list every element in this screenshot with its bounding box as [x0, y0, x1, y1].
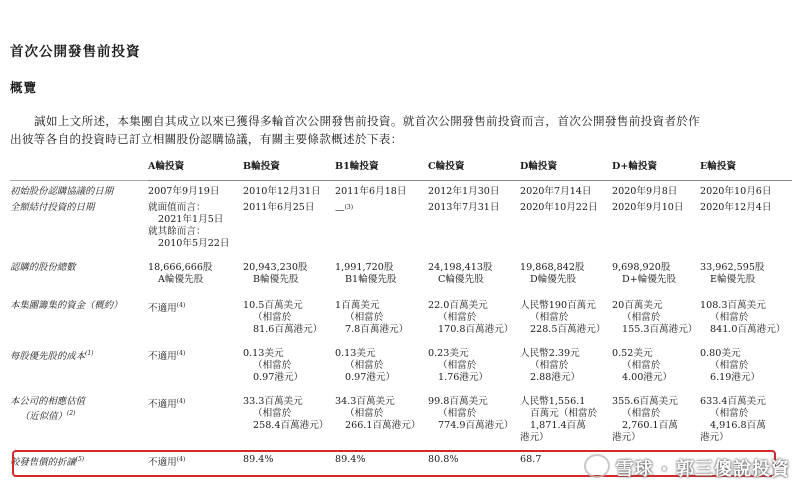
cell-line: 0.80美元: [700, 348, 741, 359]
cell-line: 人民幣190百萬元: [520, 300, 596, 311]
table-cell: 2020年10月22日: [520, 202, 598, 213]
cell-line: 1百萬美元: [335, 300, 380, 311]
cell-line: 20,943,230股: [243, 262, 308, 273]
cell-line: （相當於: [253, 408, 292, 419]
cell-line: 0.97港元）: [345, 372, 396, 383]
cell-line: 633.4百萬美元: [700, 396, 766, 407]
cell-dash: —: [335, 205, 345, 217]
cell-line: 人民幣2.39元: [520, 348, 580, 359]
cell-line: 就面值而言：: [148, 202, 206, 213]
footnote-ref: (4): [176, 302, 186, 309]
table-header-row: [10, 158, 792, 181]
table-cell: [148, 346, 243, 394]
table-cell: [335, 346, 428, 394]
watermark: 雪球 · 郭三傻說投資: [615, 459, 790, 480]
table-cell: [700, 346, 792, 394]
na-text: 不適用: [148, 303, 177, 315]
table-cell: [335, 394, 428, 448]
row-label: 本集團籌集的資金（概約）: [10, 300, 123, 311]
column-header: E輪投資: [700, 158, 792, 181]
cell-line: 4.00港元）: [622, 372, 673, 383]
na-text: 不適用: [148, 399, 177, 411]
table-cell: 2013年7月31日: [428, 202, 500, 213]
cell-line: 258.4百萬港元）: [253, 420, 329, 431]
table-cell: [612, 260, 700, 298]
cell-line: （相當於: [438, 312, 477, 323]
cell-line: （相當於: [622, 312, 661, 323]
cell-line: （相當於: [710, 312, 749, 323]
table-cell: 2011年6月25日: [243, 202, 315, 213]
column-header: C輪投資: [428, 158, 520, 181]
cell-line: 22.0百萬美元: [428, 300, 488, 311]
cell-line: C輪優先股: [438, 274, 484, 285]
table-cell: [243, 298, 335, 346]
table-row: [10, 298, 792, 346]
table-cell: [335, 200, 428, 260]
cell-line: D+輪優先股: [622, 274, 677, 285]
cell-line: 108.3百萬美元: [700, 300, 766, 311]
row-label: 全額結付投資的日期: [10, 202, 95, 213]
table-cell: 2020年9月8日: [612, 181, 700, 201]
cell-line: （相當於: [710, 360, 749, 371]
cell-line: 33.3百萬美元: [243, 396, 303, 407]
table-cell: 2020年7月14日: [520, 181, 612, 201]
row-label: [10, 346, 148, 394]
table-cell: [612, 298, 700, 346]
column-header: B1輪投資: [335, 158, 428, 181]
cell-line: 4,916.8百萬: [710, 420, 766, 431]
cell-line: 港元）: [700, 432, 729, 443]
cell-line: E輪優先股: [710, 274, 756, 285]
cell-line: （相當於: [622, 360, 661, 371]
table-cell: 2020年9月10日: [612, 202, 684, 213]
row-label: [10, 394, 148, 448]
row-label-text: （近似值）: [20, 411, 67, 423]
cell-line: 228.5百萬港元）: [530, 324, 606, 335]
table-cell: [335, 298, 428, 346]
cell-line: （相當於: [710, 408, 749, 419]
row-label-text: 每股優先股的成本: [10, 351, 86, 363]
table-cell: [148, 200, 243, 260]
table-cell: [700, 260, 792, 298]
table-cell: [428, 346, 520, 394]
column-header: B輪投資: [243, 158, 335, 181]
footnote-ref: (3): [344, 204, 354, 211]
cell-line: 10.5百萬美元: [243, 300, 303, 311]
row-label-text: 較發售價的折讓: [10, 457, 76, 469]
cell-line: 0.52美元: [612, 348, 653, 359]
cell-line: 841.0百萬港元）: [710, 324, 786, 335]
table-cell: [520, 298, 612, 346]
intro-line-2: 出彼等各自的投資時已訂立相關股份認購協議，有關主要條款概述於下表：: [10, 132, 403, 146]
footnote-ref: (5): [75, 456, 85, 463]
cell-line: 33,962,595股: [700, 262, 765, 273]
table-cell: [520, 260, 612, 298]
cell-line: 20百萬美元: [612, 300, 663, 311]
cell-line: 24,198,413股: [428, 262, 493, 273]
intro-paragraph: [10, 112, 790, 148]
footnote-ref: (2): [66, 410, 76, 417]
cell-line: 19,868,842股: [520, 262, 585, 273]
cell-line: 774.9百萬港元）: [438, 420, 514, 431]
cell-line: （相當於: [530, 360, 569, 371]
cell-line: 0.13美元: [243, 348, 284, 359]
table-cell: 2011年6月18日: [335, 181, 428, 201]
cell-line: （相當於: [253, 312, 292, 323]
na-text: 不適用: [148, 457, 177, 469]
table-cell: 80.8%: [428, 454, 459, 465]
table-cell: 2010年12月31日: [243, 181, 335, 201]
cell-line: B輪優先股: [253, 274, 299, 285]
row-label: 認購的股份總數: [10, 262, 76, 273]
intro-line-1: 誠如上文所述，本集團自其成立以來已獲得多輪首次公開發售前投資。就首次公開發售前投資而言，首次公開發售前投資者於作: [34, 114, 701, 128]
cell-line: 2021年1月5日: [158, 214, 224, 225]
cell-line: 81.6百萬港元）: [253, 324, 323, 335]
cell-line: 355.6百萬美元: [612, 396, 678, 407]
cell-line: 1,991,720股: [335, 262, 394, 273]
cell-line: （相當於: [622, 408, 661, 419]
table-cell: [243, 394, 335, 448]
footnote-ref: (4): [176, 398, 186, 405]
cell-line: 9,698,920股: [612, 262, 671, 273]
table-row: [10, 260, 792, 298]
cell-line: D輪優先股: [530, 274, 577, 285]
section-heading: 首次公開發售前投資: [10, 44, 141, 60]
snowball-logo-icon: [584, 454, 610, 478]
table-cell: [520, 394, 612, 448]
cell-line: （相當於: [438, 360, 477, 371]
table-cell: [428, 298, 520, 346]
table-cell: [148, 394, 243, 448]
cell-line: 266.1百萬港元）: [345, 420, 421, 431]
cell-line: 6.19港元）: [710, 372, 761, 383]
cell-line: （相當於: [345, 408, 384, 419]
footnote-ref: (4): [176, 456, 186, 463]
cell-line: 170.8百萬港元）: [438, 324, 514, 335]
header-blank: [10, 158, 148, 181]
cell-line: 0.97港元）: [253, 372, 304, 383]
cell-line: 2,760.1百萬: [622, 420, 678, 431]
cell-line: 2.88港元）: [530, 372, 581, 383]
cell-line: （相當於: [253, 360, 292, 371]
table-cell: [243, 260, 335, 298]
cell-line: 99.8百萬美元: [428, 396, 488, 407]
row-label: 初始股份認購協議的日期: [10, 181, 148, 201]
cell-line: 7.8百萬港元）: [345, 324, 409, 335]
cell-line: 人民幣1,556.1: [520, 396, 586, 407]
table-cell: [700, 394, 792, 448]
table-cell: [335, 260, 428, 298]
cell-line: 港元）: [520, 432, 549, 443]
table-cell: 89.4%: [243, 454, 274, 465]
column-header: A輪投資: [148, 158, 243, 181]
cell-line: A輪優先股: [158, 274, 204, 285]
table-cell: [428, 260, 520, 298]
cell-line: 1.76港元）: [438, 372, 489, 383]
subsection-heading: 概覽: [10, 80, 38, 95]
cell-line: 百萬元（相當於: [530, 408, 598, 419]
row-label-text: 本公司的相應估值: [10, 396, 86, 407]
footnote-ref: (4): [176, 350, 186, 357]
table-row: [10, 394, 792, 448]
table-cell: [700, 298, 792, 346]
cell-line: 港元）: [612, 432, 641, 443]
cell-line: 0.23美元: [428, 348, 469, 359]
table-cell: [148, 298, 243, 346]
table-cell: [428, 394, 520, 448]
table-cell: 2007年9月19日: [148, 181, 243, 201]
cell-line: 155.3百萬港元）: [622, 324, 698, 335]
cell-line: 1,871.4百萬: [530, 420, 586, 431]
table-row: [10, 346, 792, 394]
cell-line: 0.13美元: [335, 348, 376, 359]
table-cell: 68.7: [520, 454, 542, 465]
cell-line: （相當於: [438, 408, 477, 419]
cell-line: B1輪優先股: [345, 274, 397, 285]
table-cell: [612, 346, 700, 394]
investment-table: [10, 158, 792, 470]
table-cell: 2020年10月6日: [700, 181, 792, 201]
table-cell: 2020年12月4日: [700, 202, 772, 213]
cell-line: （相當於: [345, 360, 384, 371]
table-cell: [148, 260, 243, 298]
column-header: D+輪投資: [612, 158, 700, 181]
na-text: 不適用: [148, 351, 177, 363]
table-cell: 2012年1月30日: [428, 181, 520, 201]
table-cell: [612, 394, 700, 448]
table-row: [10, 200, 792, 260]
cell-line: （相當於: [530, 312, 569, 323]
table-cell: [520, 346, 612, 394]
cell-line: 就其餘而言：: [148, 226, 206, 237]
table-cell: [243, 346, 335, 394]
cell-line: 18,666,666股: [148, 262, 213, 273]
cell-line: 34.3百萬美元: [335, 396, 395, 407]
table-cell: 89.4%: [335, 454, 366, 465]
footnote-ref: (1): [85, 350, 94, 357]
table-row: [10, 181, 792, 201]
cell-line: （相當於: [345, 312, 384, 323]
cell-line: 2010年5月22日: [158, 238, 230, 249]
column-header: D輪投資: [520, 158, 612, 181]
